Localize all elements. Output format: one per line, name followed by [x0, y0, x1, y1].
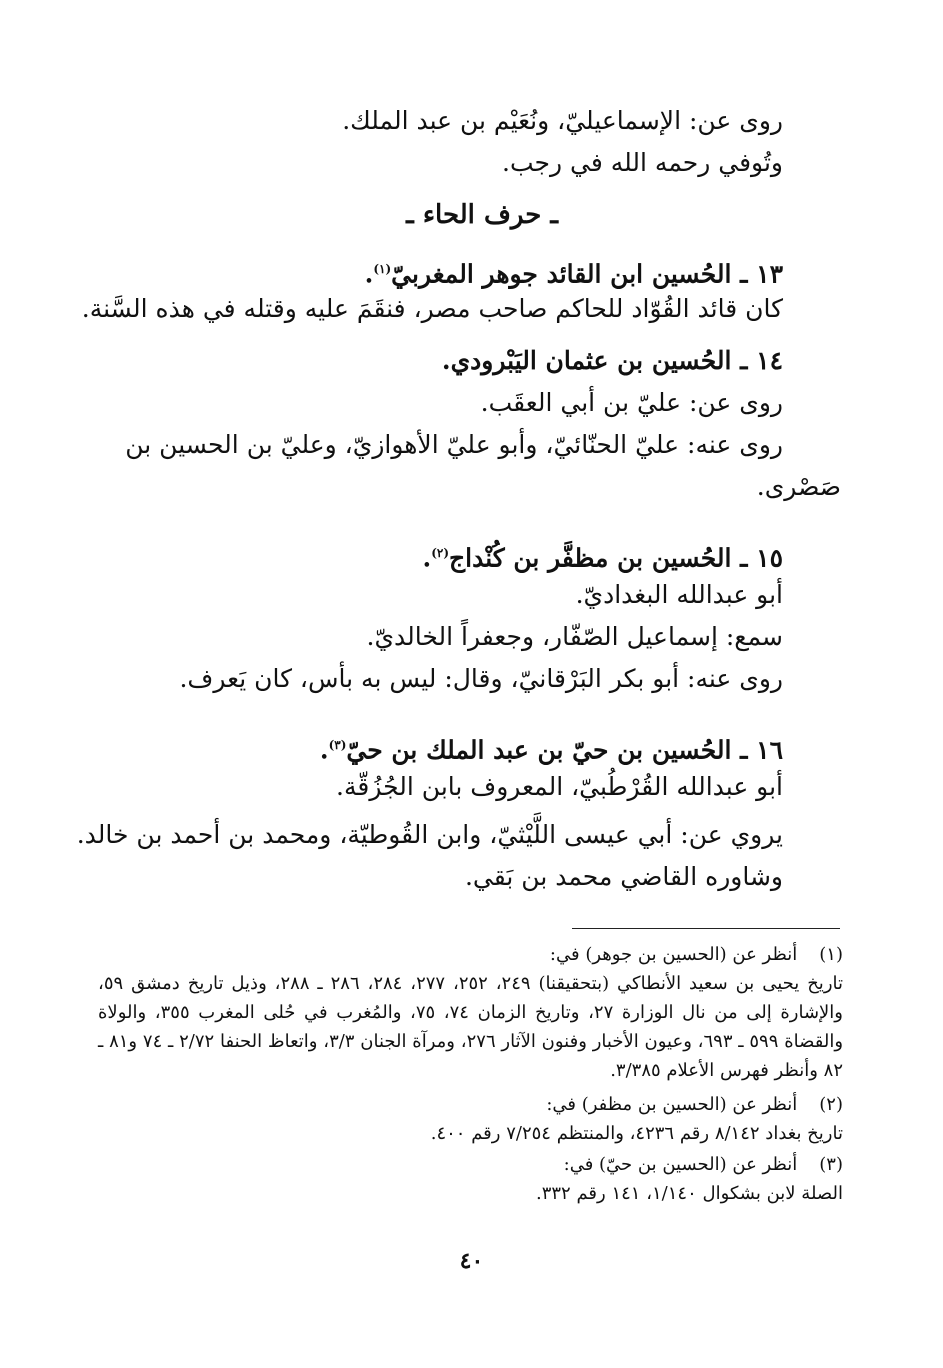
footnote-3-title: أنظر عن (الحسين بن حيّ) في: [563, 1154, 798, 1175]
entry-15-line-1: أبو عبدالله البغداديّ. [575, 580, 783, 609]
footnote-ref-1: (١) [373, 262, 392, 276]
entry-16-line-1: أبو عبدالله القُرْطُبيّ، المعروف بابن الجُزُقّة. [336, 772, 783, 801]
entry-13-text: كان قائد القُوّاد للحاكم صاحب مصر، فنقَمَ عليه وقتله في هذه السَّنة. [81, 294, 783, 323]
entry-15-line-2: سمع: إسماعيل الصّفّار، وجعفراً الخالديّ. [366, 622, 783, 651]
entry-16-title-end: . [319, 735, 329, 765]
footnote-2 [98, 1090, 843, 1148]
entry-14-line-1: روى عن: عليّ بن أبي العقَب. [480, 388, 783, 417]
entry-15-title-text: ١٥ ـ الحُسين بن مظفَّر بن كُنْداج [449, 543, 783, 573]
footnote-1-title: أنظر عن (الحسين بن جوهر) في: [549, 944, 798, 965]
entry-16-line-2: يروي عن: أبي عيسى اللَّيْثيّ، وابن القُوطيّة، ومحمد بن أحمد بن خالد. [76, 820, 783, 849]
entry-15-title [423, 536, 784, 575]
footnote-2-body: تاريخ بغداد ٨/١٤٢ رقم ٤٢٣٦، والمنتظم ٧/٢٥٤ رقم ٤٠٠. [430, 1123, 843, 1144]
footnote-1 [98, 940, 843, 1085]
entry-14-line-2: روى عنه: عليّ الحنّائيّ، وأبو عليّ الأهوازيّ، وعليّ بن الحسين بن [125, 430, 783, 459]
page-number: ٤٠ [459, 1248, 484, 1274]
entry-14-title: ١٤ ـ الحُسين بن عثمان اليَبْرودي. [441, 346, 783, 375]
entry-15-line-3: روى عنه: أبو بكر البَرْقانيّ، وقال: ليس به بأس، كان يَعرف. [179, 664, 783, 693]
entry-16-title [320, 728, 783, 767]
footnote-3-body: الصلة لابن بشكوال ١/١٤٠، ١٤١ رقم ٣٣٢. [535, 1183, 843, 1204]
footnote-1-body: تاريخ يحيى بن سعيد الأنطاكي (بتحقيقنا) ٢٤٩، ٢٥٢، ٢٧٧، ٢٨٤، ٢٨٦ ـ ٢٨٨، وذيل تاريخ دمشق ٥٩، والإشارة إلى من نال الوزارة ٢٧، وتاريخ الزمان ٧٤، ٧٥، والمُغرب في حُلى المغرب ٣٥٥، والولاة والقضاة ٥٩٩ ـ ٦٩٣، وعيون الأخبار وفنون الآثار ٢٧٦، ومرآة الجنان ٣/٣، واتعاظ الحنفا ٢/٧٢ ـ ٧٤ و٨١ ـ ٨٢ وأنظر فهرس الأعلام ٣/٣٨٥. [98, 973, 844, 1081]
narrator-line: روى عن: الإسماعيليّ، ونُعَيْم بن عبد الملك. [342, 106, 783, 135]
entry-15-title-end: . [422, 543, 432, 573]
entry-14-line-3: صَصْرى. [756, 472, 841, 501]
entry-13-title-text: ١٣ ـ الحُسين ابن القائد جوهر المغربيّ [391, 259, 783, 289]
footnote-ref-3: (٣) [328, 738, 347, 752]
footnote-2-marker: (٢) [819, 1094, 843, 1115]
footnote-ref-2: (٢) [431, 546, 450, 560]
footnote-1-marker: (١) [819, 944, 843, 965]
footnote-3-marker: (٣) [819, 1154, 843, 1175]
footnote-3 [98, 1150, 843, 1208]
death-note-line: وتُوفي رحمه الله في رجب. [502, 148, 783, 177]
footnote-2-title: أنظر عن (الحسين بن مظفر) في: [546, 1094, 798, 1115]
entry-13-title [365, 252, 783, 291]
entry-16-line-3: وشاوره القاضي محمد بن بَقي. [464, 862, 783, 891]
entry-13-title-end: . [364, 259, 374, 289]
entry-16-title-text: ١٦ ـ الحُسين بن حيّ بن عبد الملك بن حيّ [346, 735, 783, 765]
section-heading: ـ حرف الحاء ـ [406, 200, 558, 230]
footnote-separator [572, 928, 840, 929]
